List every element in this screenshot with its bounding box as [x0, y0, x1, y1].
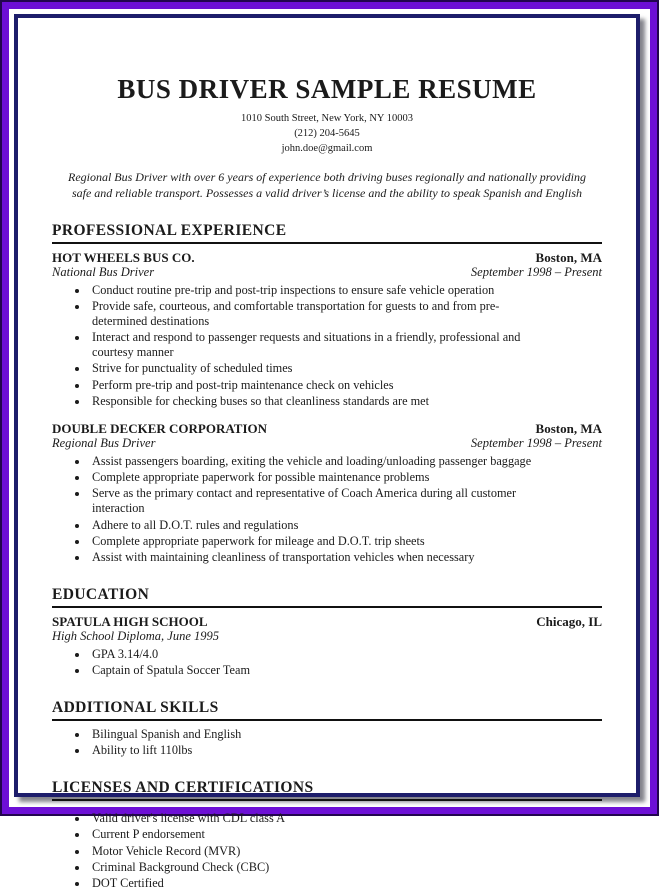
bullet-item: • Complete appropriate paperwork for mileage and D.O.T. trip sheets	[89, 534, 544, 549]
bullet-item: • Conduct routine pre-trip and post-trip inspections to ensure safe vehicle operation	[89, 283, 544, 298]
frame-inner-gap	[9, 9, 650, 891]
bullet-item: • Adhere to all D.O.T. rules and regulations	[89, 518, 544, 533]
skills-bullet-list	[52, 727, 602, 758]
education-bullet-list	[52, 647, 602, 678]
job-location: Boston, MA	[535, 250, 602, 265]
bullet-item: • Perform pre-trip and post-trip maintenance check on vehicles	[89, 378, 544, 393]
job-entry	[52, 421, 602, 565]
job-dates: September 1998 – Present	[470, 265, 602, 279]
section-additional-skills	[52, 699, 602, 758]
bullet-item: • Interact and respond to passenger requests and situations in a friendly, professional and courtesy manner	[89, 330, 544, 360]
job-title-row	[52, 265, 602, 280]
bullet-item: • DOT Certified	[89, 876, 544, 891]
job-bullet-list	[52, 454, 602, 565]
job-bullet-list	[52, 283, 602, 409]
bullet-item: • Assist passengers boarding, exiting the vehicle and loading/unloading passenger baggage	[89, 454, 544, 469]
education-heading: EDUCATION	[52, 586, 602, 608]
bullet-item: • Serve as the primary contact and representative of Coach America during all customer interaction	[89, 486, 544, 516]
bullet-item: • Current P endorsement	[89, 827, 544, 842]
job-dates: September 1998 – Present	[470, 435, 602, 450]
job-title: National Bus Driver	[52, 265, 155, 279]
resume-page	[14, 14, 640, 891]
job-title-row	[52, 436, 602, 451]
job-entry	[52, 250, 602, 409]
job-title: Regional Bus Driver	[52, 435, 156, 450]
company-name: DOUBLE DECKER CORPORATION	[52, 420, 268, 436]
section-professional-experience	[52, 222, 602, 565]
licenses-bullet-list	[52, 811, 602, 891]
job-company-row	[52, 250, 602, 265]
company-name: HOT WHEELS BUS CO.	[52, 250, 195, 265]
bullet-item: • Provide safe, courteous, and comfortable transportation for guests to and from pre-determined destinations	[89, 299, 544, 329]
bullet-item: • Assist with maintaining cleanliness of transportation vehicles when necessary	[89, 550, 544, 565]
bullet-item: • Motor Vehicle Record (MVR)	[89, 844, 544, 859]
licenses-heading: LICENSES AND CERTIFICATIONS	[52, 779, 602, 801]
bullet-item: • Complete appropriate paperwork for possible maintenance problems	[89, 470, 544, 485]
section-licenses-certifications	[52, 779, 602, 891]
experience-heading: PROFESSIONAL EXPERIENCE	[52, 222, 602, 244]
bullet-item: • Responsible for checking buses so that cleanliness standards are met	[89, 394, 544, 409]
contact-email: john.doe@gmail.com	[281, 143, 373, 154]
bullet-item: • Bilingual Spanish and English	[89, 727, 544, 742]
job-location: Boston, MA	[535, 420, 602, 436]
resume-header	[52, 74, 602, 201]
summary-text: Regional Bus Driver with over 6 years of experience both driving buses regionally and nationally providing safe and reliable transport. Possesses a valid driver’s license and the ability to speak Spanish and English	[67, 170, 587, 200]
bullet-item: • Criminal Background Check (CBC)	[89, 860, 544, 875]
bullet-item: • Captain of Spatula Soccer Team	[89, 663, 544, 678]
bullet-item: • Ability to lift 110lbs	[89, 743, 544, 758]
degree-line: High School Diploma, June 1995	[52, 628, 219, 643]
school-row	[52, 614, 602, 629]
contact-phone: (212) 204-5645	[294, 128, 360, 139]
school-name: SPATULA HIGH SCHOOL	[52, 613, 208, 629]
bullet-item: • Valid driver's license with CDL class A	[89, 811, 544, 826]
section-education	[52, 586, 602, 678]
bullet-item: • GPA 3.14/4.0	[89, 647, 544, 662]
contact-address: 1010 South Street, New York, NY 10003	[241, 113, 413, 124]
job-company-row	[52, 421, 602, 436]
bullet-item: • Strive for punctuality of scheduled times	[89, 361, 544, 376]
skills-heading: ADDITIONAL SKILLS	[52, 699, 602, 721]
resume-title: BUS DRIVER SAMPLE RESUME	[117, 74, 537, 104]
school-location: Chicago, IL	[536, 613, 602, 629]
